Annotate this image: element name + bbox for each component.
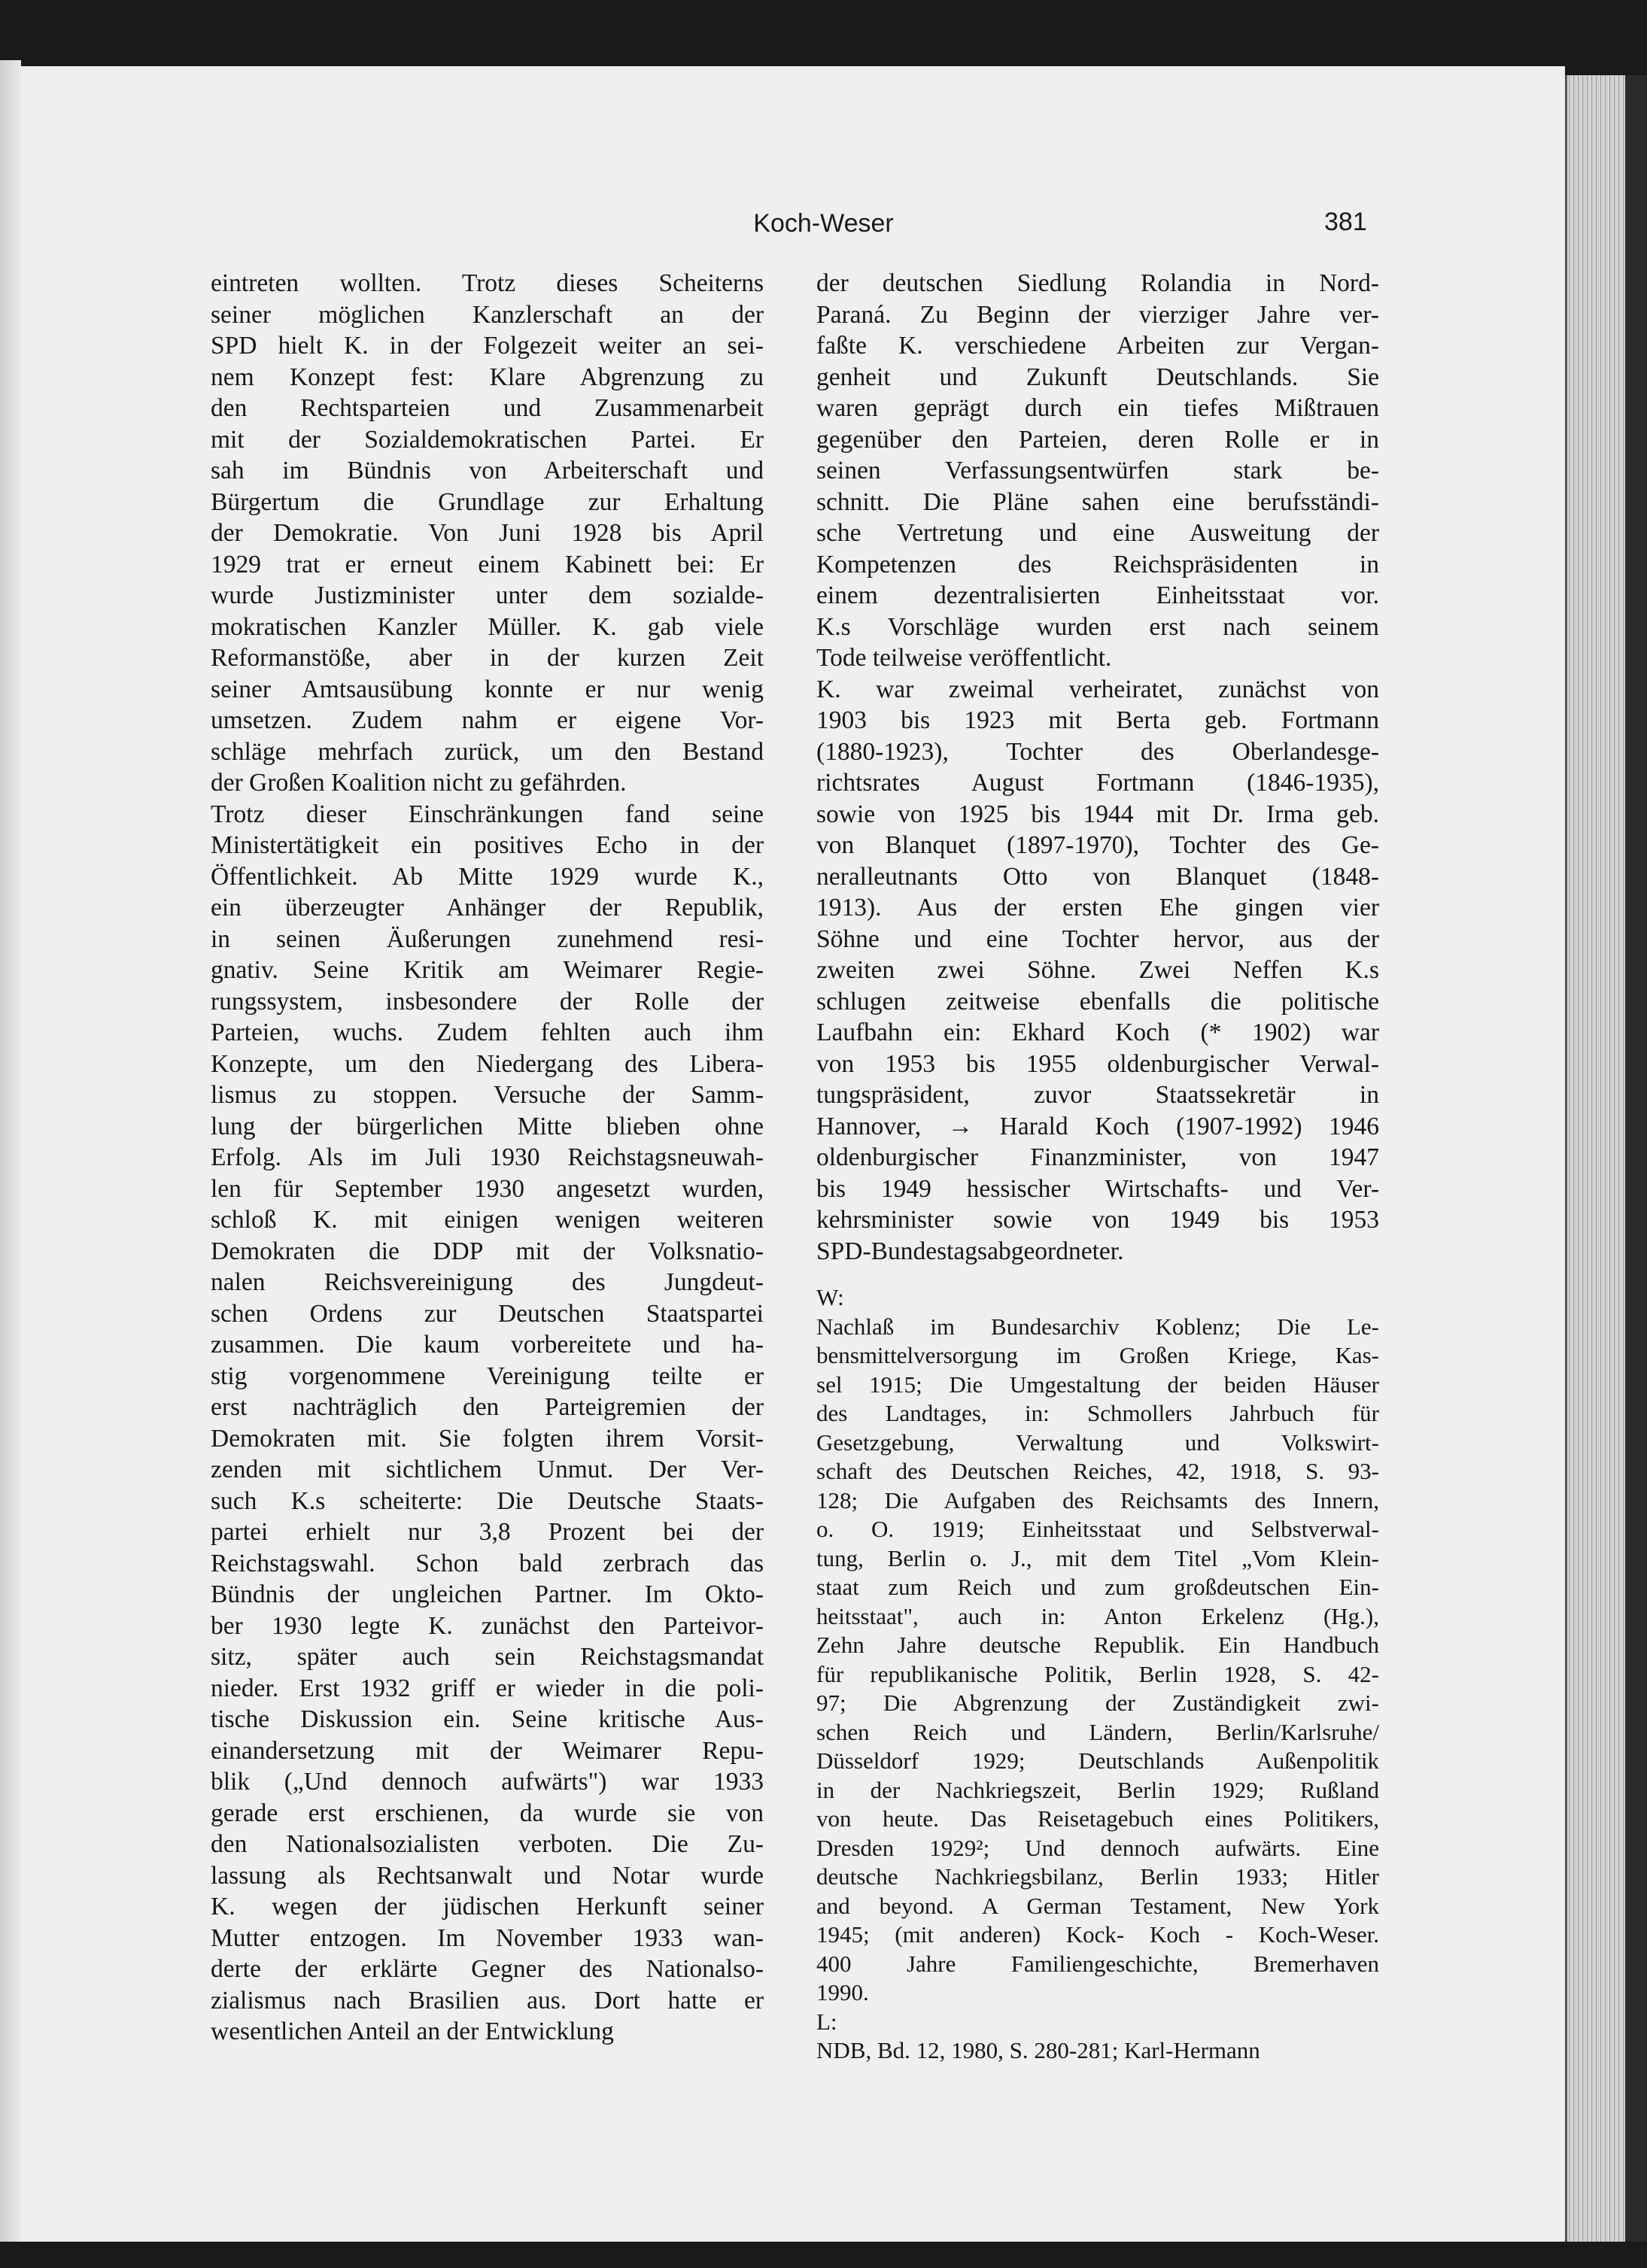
section-gap: [816, 1267, 1379, 1283]
text-line: Ministertätigkeit ein positives Echo in der: [211, 831, 764, 859]
text-line: 1903 bis 1923 mit Berta geb. Fortmann: [816, 706, 1379, 734]
works-line: heitsstaat", auch in: Anton Erkelenz (Hg.),: [816, 1602, 1379, 1629]
text-line: gerade erst erschienen, da wurde sie von: [211, 1799, 764, 1827]
text-line: faßte K. verschiedene Arbeiten zur Vergan-: [816, 332, 1379, 360]
text-line: erst nachträglich den Parteigremien der: [211, 1393, 764, 1421]
text-line: gnativ. Seine Kritik am Weimarer Regie-: [211, 956, 764, 984]
text-line: der Demokratie. Von Juni 1928 bis April: [211, 519, 764, 547]
works-line: sel 1915; Die Umgestaltung der beiden Häuser: [816, 1371, 1379, 1398]
works-line: 400 Jahre Familiengeschichte, Bremerhaven: [816, 1950, 1379, 1977]
works-label: W:: [816, 1284, 844, 1310]
works-line: tung, Berlin o. J., mit dem Titel „Vom Klein-: [816, 1544, 1379, 1571]
works-line: 1990.: [816, 1979, 869, 2005]
text-line: der Großen Koalition nicht zu gefährden.: [211, 769, 627, 797]
text-line: Kompetenzen des Reichspräsidenten in: [816, 550, 1379, 578]
text-line: richtsrates August Fortmann (1846-1935),: [816, 769, 1379, 797]
text-line: partei erhielt nur 3,8 Prozent bei der: [211, 1518, 764, 1546]
text-line: K.s Vorschläge wurden erst nach seinem: [816, 612, 1379, 641]
works-line: bensmittelversorgung im Großen Kriege, Kas-: [816, 1342, 1379, 1368]
works-line: staat zum Reich und zum großdeutschen Ein-: [816, 1574, 1379, 1600]
text-line: derte der erklärte Gegner des Nationalso-: [211, 1955, 764, 1983]
book-page-edges: [1565, 75, 1627, 2242]
text-line: seinen Verfassungsentwürfen stark be-: [816, 457, 1379, 484]
text-line: Öffentlichkeit. Ab Mitte 1929 wurde K.,: [211, 862, 764, 891]
text-line: sowie von 1925 bis 1944 mit Dr. Irma geb.: [816, 800, 1379, 828]
works-line: 97; Die Abgrenzung der Zuständigkeit zwi-: [816, 1690, 1379, 1716]
text-line: Laufbahn ein: Ekhard Koch (* 1902) war: [816, 1019, 1379, 1046]
works-line: für republikanische Politik, Berlin 1928, S. 42-: [816, 1660, 1379, 1687]
text-line: ein überzeugter Anhänger der Republik,: [211, 894, 764, 921]
page-number: 381: [1324, 208, 1367, 236]
works-line: des Landtages, in: Schmollers Jahrbuch für: [816, 1400, 1379, 1426]
text-line: Trotz dieser Einschränkungen fand seine: [211, 800, 764, 828]
text-line: schnitt. Die Pläne sahen eine berufsständi-: [816, 487, 1379, 516]
running-head: Koch-Weser: [753, 209, 894, 238]
text-line: 1929 trat er erneut einem Kabinett bei: Er: [211, 550, 764, 578]
text-line: len für September 1930 angesetzt wurden,: [211, 1174, 764, 1203]
left-column: [211, 268, 764, 2048]
text-line: lung der bürgerlichen Mitte blieben ohne: [211, 1112, 764, 1140]
text-line: einandersetzung mit der Weimarer Repu-: [211, 1736, 764, 1765]
works-line: Dresden 1929²; Und dennoch aufwärts. Eine: [816, 1834, 1379, 1861]
text-line: wesentlichen Anteil an der Entwicklung: [211, 2018, 614, 2045]
page-edge-shadow: [1625, 75, 1647, 2242]
text-line: eintreten wollten. Trotz dieses Scheiterns: [211, 269, 764, 297]
text-line: waren geprägt durch ein tiefes Mißtrauen: [816, 394, 1379, 422]
text-line: zenden mit sichtlichem Unmut. Der Ver-: [211, 1456, 764, 1483]
text-line: mit der Sozialdemokratischen Partei. Er: [211, 425, 764, 454]
right-column: [816, 268, 1379, 2066]
text-line: seiner Amtsausübung konnte er nur wenig: [211, 675, 764, 703]
text-line: sah im Bündnis von Arbeiterschaft und: [211, 457, 764, 484]
text-line: rungssystem, insbesondere der Rolle der: [211, 987, 764, 1016]
text-line: zialismus nach Brasilien aus. Dort hatte er: [211, 1986, 764, 2014]
works-line: schaft des Deutschen Reiches, 42, 1918, S. 93-: [816, 1458, 1379, 1484]
works-line: schen Reich und Ländern, Berlin/Karlsruhe/: [816, 1718, 1379, 1745]
text-line: SPD hielt K. in der Folgezeit weiter an sei-: [211, 332, 764, 360]
works-line: 1945; (mit anderen) Kock- Koch - Koch-Weser.: [816, 1921, 1379, 1948]
right-column-body: [816, 268, 1379, 1267]
text-line: Paraná. Zu Beginn der vierziger Jahre ver-: [816, 300, 1379, 329]
text-line: von 1953 bis 1955 oldenburgischer Verwal-: [816, 1049, 1379, 1078]
text-line: SPD-Bundestagsabgeordneter.: [816, 1237, 1124, 1265]
literature-label: L:: [816, 2008, 837, 2035]
literature-list: [816, 2036, 1379, 2066]
text-line: bis 1949 hessischer Wirtschafts- und Ver-: [816, 1174, 1379, 1203]
text-line: wurde Justizminister unter dem sozialde-: [211, 581, 764, 609]
text-line: Erfolg. Als im Juli 1930 Reichstagsneuwah-: [211, 1143, 764, 1171]
text-line: Tode teilweise veröffentlicht.: [816, 644, 1112, 672]
references: [816, 1283, 1379, 2066]
works-line: in der Nachkriegszeit, Berlin 1929; Rußland: [816, 1776, 1379, 1803]
literature-line: NDB, Bd. 12, 1980, S. 280-281; Karl-Hermann: [816, 2037, 1260, 2063]
works-line: deutsche Nachkriegsbilanz, Berlin 1933; Hitler: [816, 1863, 1379, 1890]
text-line: Bürgertum die Grundlage zur Erhaltung: [211, 487, 764, 516]
text-line: neralleutnants Otto von Blanquet (1848-: [816, 862, 1379, 891]
text-line: der deutschen Siedlung Rolandia in Nord-: [816, 269, 1379, 297]
text-line: nem Konzept fest: Klare Abgrenzung zu: [211, 363, 764, 391]
text-line: mokratischen Kanzler Müller. K. gab viele: [211, 612, 764, 641]
text-line: tungspräsident, zuvor Staatssekretär in: [816, 1081, 1379, 1109]
text-line: genheit und Zukunft Deutschlands. Sie: [816, 363, 1379, 391]
text-line: gegenüber den Parteien, deren Rolle er in: [816, 425, 1379, 454]
text-line: (1880-1923), Tochter des Oberlandesge-: [816, 737, 1379, 766]
text-line: von Blanquet (1897-1970), Tochter des Ge-: [816, 831, 1379, 859]
text-line: such K.s scheiterte: Die Deutsche Staats-: [211, 1486, 764, 1515]
text-line: Konzepte, um den Niedergang des Libera-: [211, 1049, 764, 1078]
works-list: [816, 1313, 1379, 2008]
text-line: Demokraten mit. Sie folgten ihrem Vorsit-: [211, 1424, 764, 1453]
text-line: kehrsminister sowie von 1949 bis 1953: [816, 1206, 1379, 1234]
text-line: den Rechtsparteien und Zusammenarbeit: [211, 394, 764, 422]
text-line: lismus zu stoppen. Versuche der Samm-: [211, 1081, 764, 1109]
works-line: o. O. 1919; Einheitsstaat und Selbstverwal-: [816, 1516, 1379, 1542]
text-line: oldenburgischer Finanzminister, von 1947: [816, 1143, 1379, 1171]
text-line: Söhne und eine Tochter hervor, aus der: [816, 925, 1379, 953]
text-line: zweiten zwei Söhne. Zwei Neffen K.s: [816, 956, 1379, 984]
works-line: Nachlaß im Bundesarchiv Koblenz; Die Le-: [816, 1313, 1379, 1340]
works-line: Gesetzgebung, Verwaltung und Volkswirt-: [816, 1429, 1379, 1456]
text-line: schen Ordens zur Deutschen Staatspartei: [211, 1299, 764, 1328]
text-line: umsetzen. Zudem nahm er eigene Vor-: [211, 706, 764, 734]
works-line: von heute. Das Reisetagebuch eines Politikers,: [816, 1805, 1379, 1832]
works-line: Zehn Jahre deutsche Republik. Ein Handbuch: [816, 1632, 1379, 1658]
text-line: nalen Reichsvereinigung des Jungdeut-: [211, 1268, 764, 1296]
text-line: nieder. Erst 1932 griff er wieder in die poli-: [211, 1674, 764, 1702]
text-line: Bündnis der ungleichen Partner. Im Okto-: [211, 1580, 764, 1608]
text-line: tische Diskussion ein. Seine kritische Aus-: [211, 1705, 764, 1733]
works-line: and beyond. A German Testament, New York: [816, 1892, 1379, 1919]
text-line: Reichstagswahl. Schon bald zerbrach das: [211, 1549, 764, 1577]
text-line: K. wegen der jüdischen Herkunft seiner: [211, 1893, 764, 1920]
text-line: zusammen. Die kaum vorbereitete und ha-: [211, 1331, 764, 1359]
text-line: schlugen zeitweise ebenfalls die politische: [816, 987, 1379, 1016]
text-line: schläge mehrfach zurück, um den Bestand: [211, 737, 764, 766]
text-line: ber 1930 legte K. zunächst den Parteivor-: [211, 1611, 764, 1640]
text-line: den Nationalsozialisten verboten. Die Zu-: [211, 1830, 764, 1858]
text-line: sche Vertretung und eine Ausweitung der: [816, 519, 1379, 547]
text-line: schloß K. mit einigen wenigen weiteren: [211, 1206, 764, 1234]
text-line: in seinen Äußerungen zunehmend resi-: [211, 925, 764, 953]
text-line: seiner möglichen Kanzlerschaft an der: [211, 300, 764, 329]
facing-page-edge: [0, 60, 21, 2242]
text-line: Parteien, wuchs. Zudem fehlten auch ihm: [211, 1019, 764, 1046]
text-line: sitz, später auch sein Reichstagsmandat: [211, 1643, 764, 1671]
text-line: K. war zweimal verheiratet, zunächst von: [816, 675, 1379, 703]
text-line: Demokraten die DDP mit der Volksnatio-: [211, 1237, 764, 1265]
text-line: stig vorgenommene Vereinigung teilte er: [211, 1362, 764, 1390]
text-line: lassung als Rechtsanwalt und Notar wurde: [211, 1861, 764, 1890]
works-line: 128; Die Aufgaben des Reichsamts des Innern,: [816, 1486, 1379, 1514]
text-line: Reformanstöße, aber in der kurzen Zeit: [211, 644, 764, 672]
works-line: Düsseldorf 1929; Deutschlands Außenpolitik: [816, 1747, 1379, 1774]
text-line: Mutter entzogen. Im November 1933 wan-: [211, 1923, 764, 1952]
text-line: Hannover, → Harald Koch (1907-1992) 1946: [816, 1112, 1379, 1140]
text-line: 1913). Aus der ersten Ehe gingen vier: [816, 894, 1379, 921]
text-line: blik („Und dennoch aufwärts") war 1933: [211, 1768, 764, 1796]
text-line: einem dezentralisierten Einheitsstaat vor.: [816, 581, 1379, 609]
